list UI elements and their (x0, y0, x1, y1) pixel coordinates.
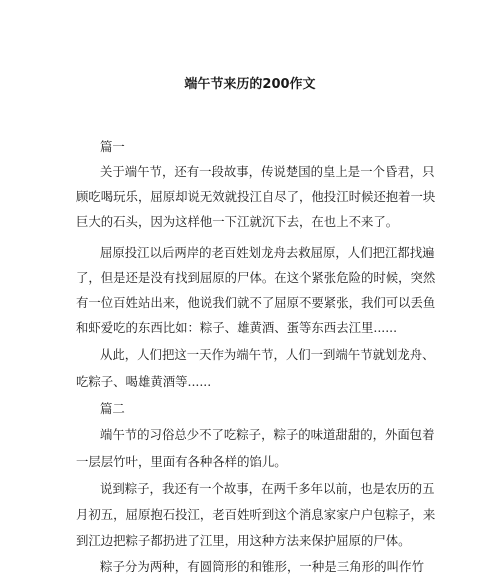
paragraph-line: 从此，人们把这一天作为端午节，人们一到端午节就划龙舟、 (100, 347, 435, 362)
paragraph-line: 一层层竹叶，里面有各种各样的馅儿。 (76, 454, 287, 469)
section-heading-1: 篇一 (100, 139, 125, 154)
paragraph-line: 关于端午节，还有一段故事，传说楚国的皇上是一个昏君，只 (100, 164, 435, 179)
paragraph-line: 粽子分为两种，有圆筒形的和锥形，一种是三角形的叫作竹 (100, 559, 424, 574)
paragraph-line: 屈原投江以后两岸的老百姓划龙舟去救屈原，人们把江都找遍 (100, 245, 435, 260)
paragraph-line: 月初五，屈原抱石投江，老百姓听到这个消息家家户户包粽子，来 (76, 507, 436, 522)
paragraph-line: 吃粽子、喝雄黄酒等...... (76, 374, 212, 389)
paragraph-line: 到江边把粽子都扔进了江里，用这种方法来保护屈原的尸体。 (76, 533, 411, 548)
paragraph-line: 巨大的石头，因为这样他一下江就沉下去，在也上不来了。 (76, 214, 399, 229)
section-heading-2: 篇二 (100, 401, 125, 416)
paragraph-line: 顾吃喝玩乐，屈原却说无效就投江自尽了，他投江时候还抱着一块 (76, 189, 436, 204)
paragraph-line: 和虾爱吃的东西比如：粽子、雄黄酒、蛋等东西去江里...... (76, 320, 398, 335)
paragraph-line: 说到粽子，我还有一个故事，在两千多年以前，也是农历的五 (100, 481, 435, 496)
document-title: 端午节来历的200作文 (184, 77, 316, 92)
paragraph-line: 端午节的习俗总少不了吃粽子，粽子的味道甜甜的，外面包着 (100, 427, 435, 442)
paragraph-line: 有一位百姓站出来，他说我们就不了屈原不要紧张，我们可以丢鱼 (76, 295, 436, 310)
paragraph-line: 了，但是还是没有找到屈原的尸体。在这个紧张危险的时候，突然 (76, 270, 436, 285)
